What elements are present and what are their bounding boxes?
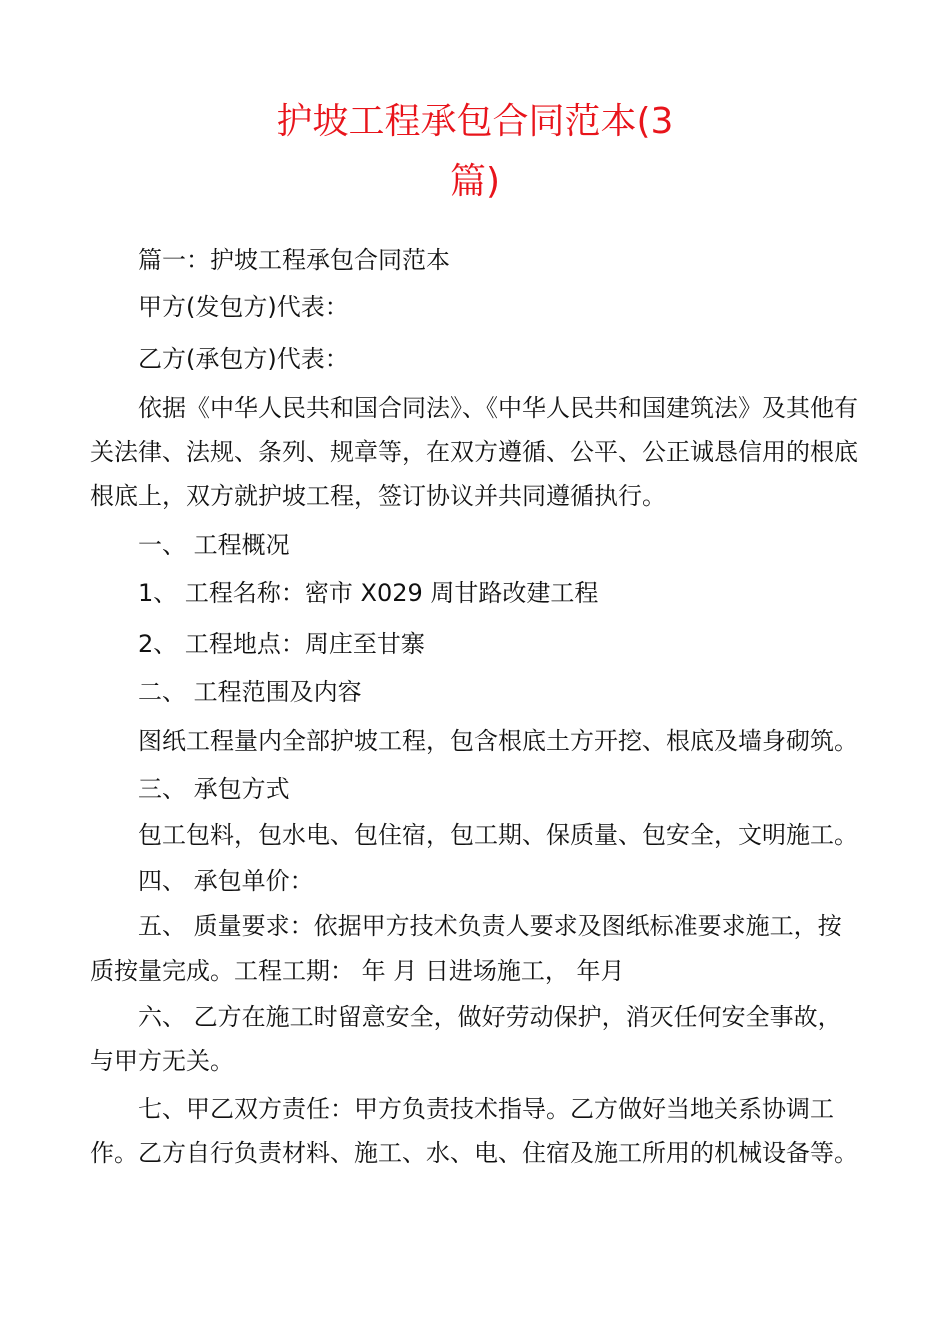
responsibility-line-1: 七、甲乙双方责任：甲方负责技术指导。乙方做好当地关系协调工 [138,1095,834,1123]
project-name-line: 1、 工程名称：密市 X029 周甘路改建工程 [138,579,599,607]
scope-text: 图纸工程量内全部护坡工程，包含根底土方开挖、根底及墙身砌筑。 [138,727,858,755]
preamble-line-1: 依据《中华人民共和国合同法》、《中华人民共和国建筑法》及其他有 [138,394,858,422]
section-heading-4: 四、 承包单价： [138,867,314,895]
quality-line-1: 五、 质量要求：依据甲方技术负责人要求及图纸标准要求施工，按 [138,912,842,940]
preamble-line-3: 根底上，双方就护坡工程，签订协议并共同遵循执行。 [90,482,666,510]
party-b-line: 乙方(承包方)代表： [138,345,349,373]
preamble-line-2: 关法律、法规、条列、规章等，在双方遵循、公平、公正诚恳信用的根底 [90,438,858,466]
project-location-line: 2、 工程地点：周庄至甘寨 [138,630,425,658]
document-title-line-2: 篇) [449,161,501,202]
party-a-line: 甲方(发包方)代表： [138,293,349,321]
safety-line-2: 与甲方无关。 [90,1047,234,1075]
safety-line-1: 六、 乙方在施工时留意安全，做好劳动保护，消灭任何安全事故， [138,1003,842,1031]
section-heading-2: 二、 工程范围及内容 [138,678,362,706]
quality-line-2: 质按量完成。工程工期： 年 月 日进场施工， 年月 [90,957,625,985]
contract-mode-text: 包工包料，包水电、包住宿，包工期、保质量、包安全，文明施工。 [138,821,858,849]
section-heading-1: 一、 工程概况 [138,531,290,559]
chapter-heading: 篇一：护坡工程承包合同范本 [138,246,450,274]
section-heading-3: 三、 承包方式 [138,775,290,803]
responsibility-line-2: 作。乙方自行负责材料、施工、水、电、住宿及施工所用的机械设备等。 [90,1139,858,1167]
document-title-line-1: 护坡工程承包合同范本(3 [276,101,674,142]
